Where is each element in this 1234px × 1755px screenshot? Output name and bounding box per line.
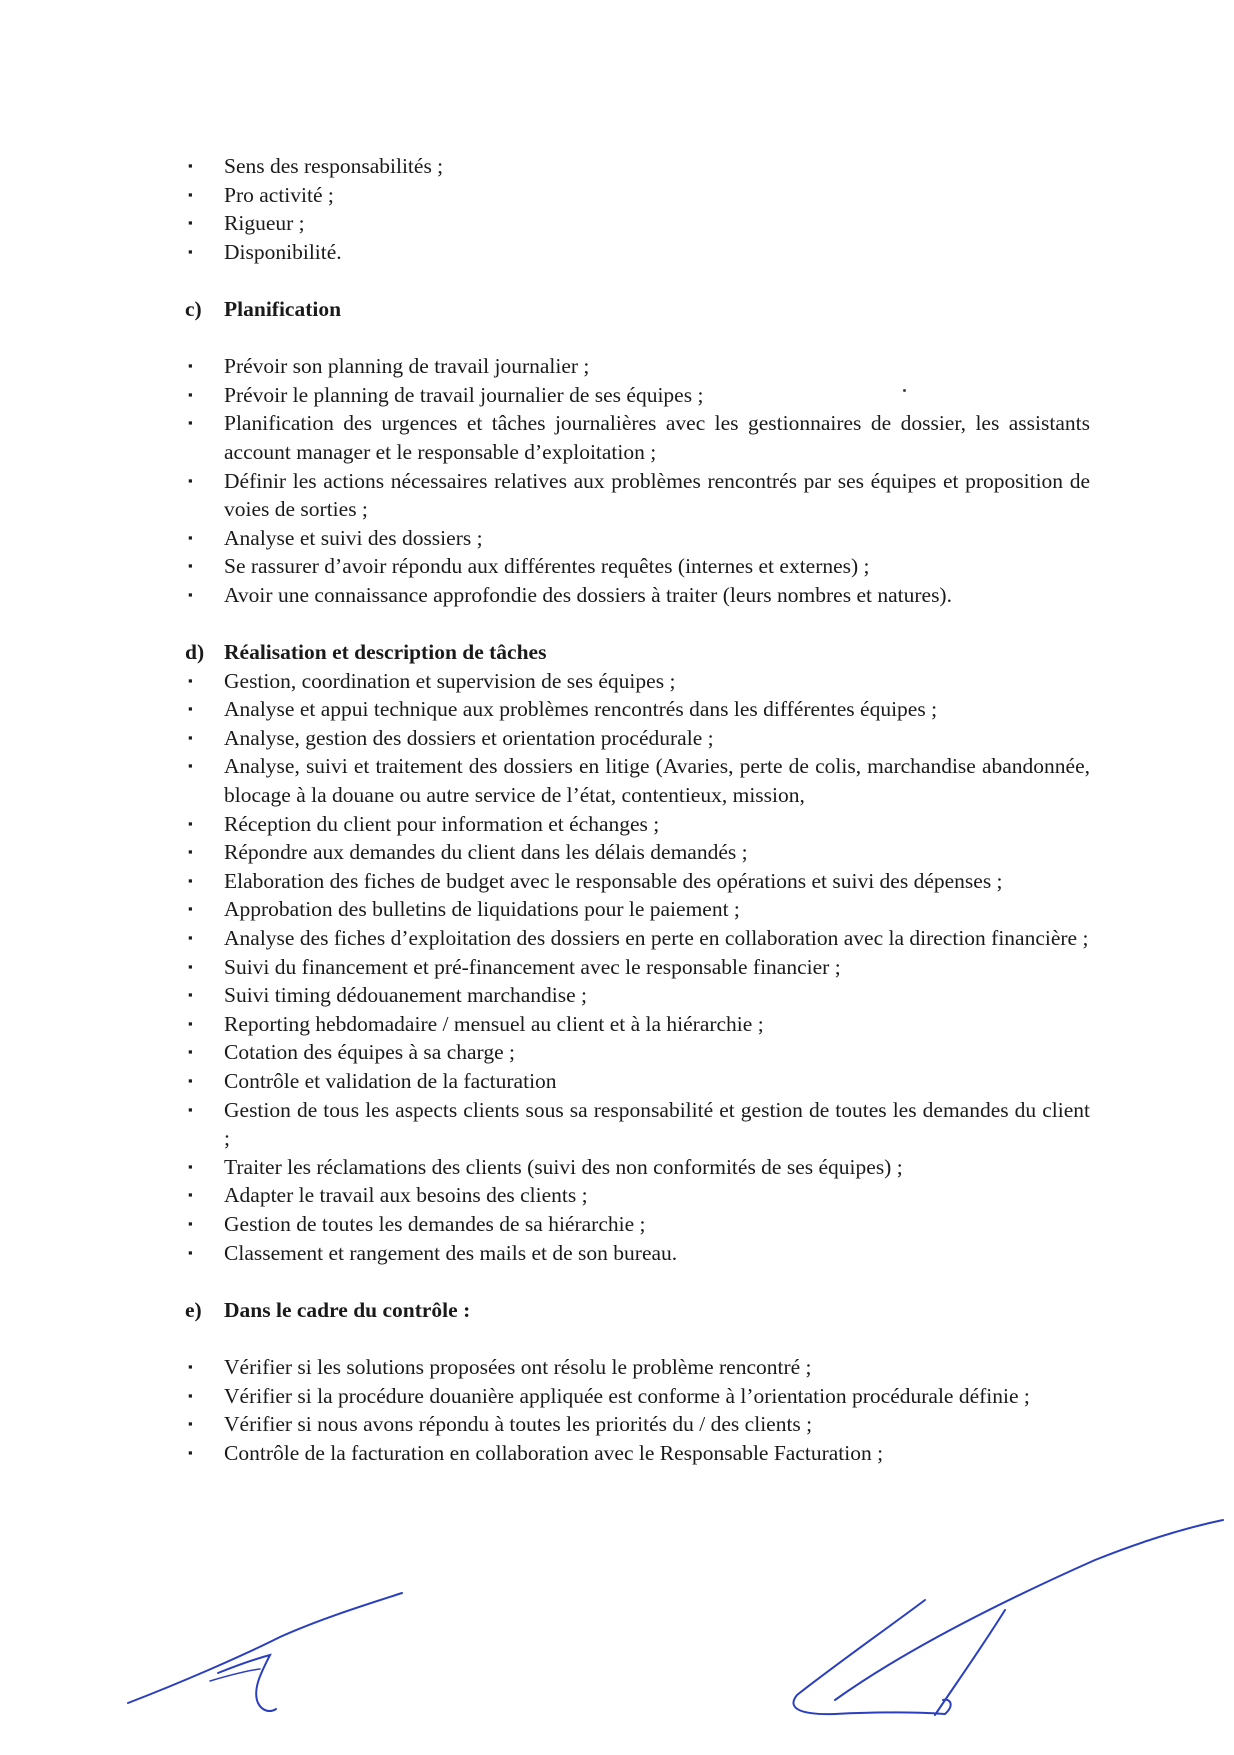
- bullet-icon: ▪: [188, 1101, 193, 1117]
- list-item-text: Suivi du financement et pré-financement avec le responsable financier ;: [224, 954, 841, 979]
- bullet-icon: ▪: [188, 558, 193, 574]
- list-item-text: Approbation des bulletins de liquidations pour le paiement ;: [224, 897, 740, 922]
- list-item-text: Sens des responsabilités ;: [224, 154, 444, 178]
- bullet-icon: ▪: [188, 1073, 193, 1088]
- list-item-text: Vérifier si nous avons répondu à toutes les priorités du / des clients ;: [224, 1412, 813, 1437]
- bullet-icon: ▪: [188, 815, 193, 831]
- list-item-text: Gestion, coordination et supervision de ses équipes ;: [224, 668, 676, 693]
- section-c-letter: c): [185, 296, 202, 321]
- list-item: [185, 467, 1090, 524]
- list-item: [185, 924, 1090, 953]
- list-item: [185, 752, 1090, 809]
- list-item: [185, 1410, 1090, 1439]
- list-item: [185, 953, 1090, 982]
- bullet-icon: ▪: [188, 1187, 193, 1203]
- list-item-text: Traiter les réclamations des clients (suivi des non conformités de ses équipes) ;: [224, 1154, 903, 1179]
- list-item: [185, 381, 1090, 410]
- bullet-icon: ▪: [188, 672, 193, 688]
- section-d-letter: d): [185, 640, 205, 665]
- list-item: [185, 524, 1090, 553]
- section-c-list: [185, 352, 1090, 609]
- list-item-text: Cotation des équipes à sa charge ;: [224, 1040, 515, 1065]
- bullet-icon: ▪: [188, 1044, 193, 1060]
- list-item: [185, 810, 1090, 839]
- section-d-heading: [185, 638, 1090, 667]
- list-item-text: Vérifier si la procédure douanière appliquée est conforme à l’orientation procédurale définie ;: [224, 1383, 1030, 1408]
- bullet-icon: ▪: [188, 1444, 193, 1460]
- bullet-icon: ▪: [188, 729, 193, 745]
- list-item: [185, 667, 1090, 696]
- list-item-text: Planification des urgences et tâches journalières avec les gestionnaires de dossier, les assistants account manager et le responsable d’exploitation ;: [224, 411, 1090, 464]
- signature-right: [775, 1500, 1225, 1730]
- list-item-text: Gestion de toutes les demandes de sa hiérarchie ;: [224, 1211, 646, 1236]
- list-item: [185, 409, 1090, 466]
- list-item-text: Répondre aux demandes du client dans les délais demandés ;: [224, 840, 748, 865]
- list-item-text: Disponibilité.: [224, 239, 342, 264]
- list-item: [185, 695, 1090, 724]
- section-c-heading: [185, 295, 1090, 324]
- list-item-text: Réception du client pour information et échanges ;: [224, 811, 660, 836]
- list-item: [185, 238, 1090, 267]
- list-item: [185, 181, 1090, 210]
- list-item-text: Reporting hebdomadaire / mensuel au client et à la hiérarchie ;: [224, 1011, 764, 1036]
- bullet-icon: ▪: [188, 1387, 193, 1403]
- list-item: [185, 1181, 1090, 1210]
- bullet-icon: ▪: [188, 1158, 193, 1174]
- intro-list: [185, 152, 1090, 266]
- bullet-icon: ▪: [188, 186, 193, 202]
- list-item: [185, 1038, 1090, 1067]
- list-item: [185, 1382, 1090, 1411]
- signature-initials-left: [120, 1585, 410, 1725]
- document-body: [185, 152, 1090, 1467]
- bullet-icon: ▪: [188, 158, 193, 173]
- list-item: [185, 552, 1090, 581]
- list-item-text: Adapter le travail aux besoins des clients ;: [224, 1183, 588, 1208]
- bullet-icon: ▪: [188, 844, 193, 860]
- list-item: [185, 1067, 1090, 1096]
- section-d-list: [185, 667, 1090, 1267]
- list-item-text: Classement et rangement des mails et de son bureau.: [224, 1240, 678, 1265]
- bullet-icon: ▪: [188, 415, 193, 431]
- list-item-text: Contrôle et validation de la facturation: [224, 1069, 557, 1093]
- list-item: [185, 867, 1090, 896]
- list-item-text: Analyse, gestion des dossiers et orientation procédurale ;: [224, 725, 714, 750]
- bullet-icon: ▪: [188, 386, 193, 402]
- section-d-title: Réalisation et description de tâches: [224, 640, 547, 665]
- list-item: [185, 895, 1090, 924]
- list-item: [185, 838, 1090, 867]
- list-item-text: Analyse et appui technique aux problèmes rencontrés dans les différentes équipes ;: [224, 697, 938, 722]
- bullet-icon: ▪: [188, 958, 193, 974]
- list-item: [185, 1010, 1090, 1039]
- list-item: [185, 1153, 1090, 1182]
- section-e-letter: e): [185, 1297, 202, 1322]
- section-e-list: [185, 1353, 1090, 1467]
- bullet-icon: ▪: [188, 215, 193, 231]
- list-item-text: Définir les actions nécessaires relatives aux problèmes rencontrés par ses équipes et proposition de voies de sorties ;: [224, 468, 1090, 522]
- list-item: [185, 152, 1090, 181]
- bullet-icon: ▪: [188, 987, 193, 1003]
- scan-speck: [903, 389, 906, 392]
- section-e-heading: [185, 1296, 1090, 1325]
- list-item: [185, 1210, 1090, 1239]
- list-item-text: Analyse et suivi des dossiers ;: [224, 525, 483, 550]
- list-item: [185, 581, 1090, 610]
- list-item: [185, 1096, 1090, 1153]
- bullet-icon: ▪: [188, 758, 193, 774]
- list-item-text: Prévoir le planning de travail journalier de ses équipes ;: [224, 382, 704, 407]
- bullet-icon: ▪: [188, 243, 193, 259]
- bullet-icon: ▪: [188, 901, 193, 917]
- list-item-text: Analyse des fiches d’exploitation des dossiers en perte en collaboration avec la direction financière ;: [224, 926, 1089, 951]
- list-item-text: Se rassurer d’avoir répondu aux différentes requêtes (internes et externes) ;: [224, 554, 870, 579]
- bullet-icon: ▪: [188, 1358, 193, 1374]
- list-item-text: Suivi timing dédouanement marchandise ;: [224, 983, 588, 1008]
- bullet-icon: ▪: [188, 1244, 193, 1260]
- bullet-icon: ▪: [188, 472, 193, 488]
- list-item: [185, 209, 1090, 238]
- bullet-icon: ▪: [188, 1416, 193, 1432]
- bullet-icon: ▪: [188, 358, 193, 374]
- section-c-title: Planification: [224, 296, 342, 321]
- list-item-text: Gestion de tous les aspects clients sous sa responsabilité et gestion de toutes les demandes du client ;: [224, 1097, 1090, 1151]
- bullet-icon: ▪: [188, 1215, 193, 1231]
- bullet-icon: ▪: [188, 701, 193, 717]
- list-item: [185, 724, 1090, 753]
- list-item-text: Pro activité ;: [224, 182, 334, 207]
- list-item: [185, 1439, 1090, 1468]
- bullet-icon: ▪: [188, 529, 193, 545]
- section-e-title: Dans le cadre du contrôle :: [224, 1297, 471, 1322]
- list-item-text: Elaboration des fiches de budget avec le responsable des opérations et suivi des dépenses ;: [224, 868, 1003, 893]
- list-item-text: Vérifier si les solutions proposées ont résolu le problème rencontré ;: [224, 1354, 812, 1379]
- list-item-text: Analyse, suivi et traitement des dossiers en litige (Avaries, perte de colis, marchandise abandonnée, blocage à la douane ou autre service de l’état, contentieux, mission,: [224, 754, 1090, 808]
- bullet-icon: ▪: [188, 872, 193, 888]
- list-item-text: Contrôle de la facturation en collaboration avec le Responsable Facturation ;: [224, 1440, 884, 1465]
- list-item: [185, 1353, 1090, 1382]
- bullet-icon: ▪: [188, 930, 193, 946]
- list-item-text: Avoir une connaissance approfondie des dossiers à traiter (leurs nombres et natures).: [224, 582, 952, 607]
- list-item: [185, 981, 1090, 1010]
- bullet-icon: ▪: [188, 1015, 193, 1031]
- list-item: [185, 1239, 1090, 1268]
- list-item-text: Rigueur ;: [224, 211, 305, 236]
- bullet-icon: ▪: [188, 586, 193, 602]
- list-item: [185, 352, 1090, 381]
- list-item-text: Prévoir son planning de travail journalier ;: [224, 354, 590, 379]
